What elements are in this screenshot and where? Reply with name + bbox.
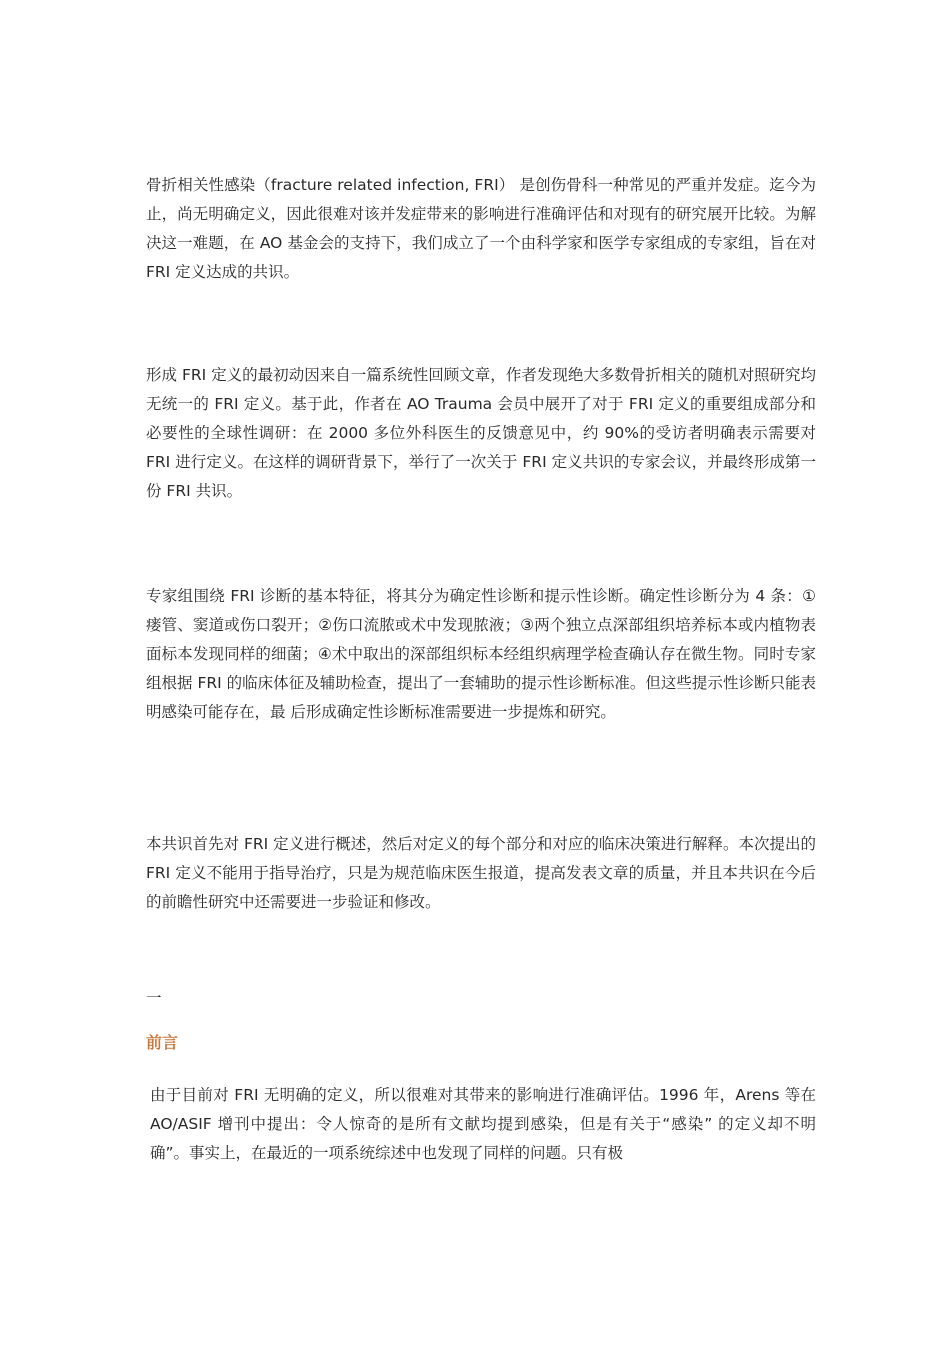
paragraph-fri-motivation: 形成 FRI 定义的最初动因来自一篇系统性回顾文章，作者发现绝大多数骨折相关的随机对照研究均无统一的 FRI 定义。基于此，作者在 AO Trauma 会员中展开了对于 FRI 定义的重要组成部分和必要性的全球性调研：在 2000 多位外科医生的反馈意见中，约 90%的受访者明确表示需要对 FRI 进行定义。在这样的调研背景下，举行了一次关于 FRI 定义共识的专家会议，并最终形成第一份 FRI 共识。 [146,366,816,500]
section-title: 前言 [146,1033,179,1052]
paragraph-fri-intro: 骨折相关性感染（fracture related infection, FRI） 是创伤骨科一种常见的严重并发症。迄今为止，尚无明确定义，因此很难对该并发症带来的影响进行准确评估和对现有的研究展开比较。为解决这一难题，在 AO 基金会的支持下，我们成立了一个由科学家和医学专家组成的专家组，旨在对 FRI 定义达成的共识。 [146,176,816,281]
paragraph-preface-body: 由于目前对 FRI 无明确的定义，所以很难对其带来的影响进行准确评估。1996 年，Arens 等在 AO/ASIF 增刊中提出：令人惊奇的是所有文献均提到感染，但是有关于“感染” 的定义却不明确”。事实上，在最近的一项系统综述中也发现了同样的问题。只有极 [150,1086,816,1162]
section-number: 一 [146,989,162,1007]
paragraph-consensus-overview: 本共识首先对 FRI 定义进行概述，然后对定义的每个部分和对应的临床决策进行解释。本次提出的 FRI 定义不能用于指导治疗，只是为规范临床医生报道，提高发表文章的质量，并且本共识在今后的前瞻性研究中还需要进一步验证和修改。 [146,835,816,911]
paragraph-fri-diagnosis: 专家组围绕 FRI 诊断的基本特征，将其分为确定性诊断和提示性诊断。确定性诊断分为 4 条：①瘘管、窦道或伤口裂开；②伤口流脓或术中发现脓液；③两个独立点深部组织培养标本或内植物表面标本发现同样的细菌；④术中取出的深部组织标本经组织病理学检查确认存在微生物。同时专家组根据 FRI 的临床体征及辅助检查，提出了一套辅助的提示性诊断标准。但这些提示性诊断只能表明感染可能存在，最 后形成确定性诊断标准需要进一步提炼和研究。 [146,587,816,721]
